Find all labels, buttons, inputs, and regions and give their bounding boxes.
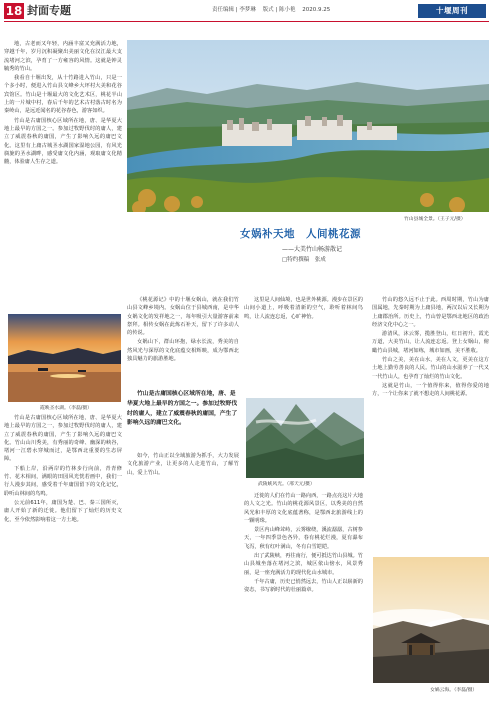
page-header	[0, 0, 493, 22]
masthead-logo: 十堰周刊	[418, 4, 486, 18]
pavilion-cloud-photo	[373, 557, 489, 683]
paragraph: 出了武陵峡，再往南行，便可抵达竹山县城。竹山县城坐落在堵河之滨，城区依山傍水，风景秀丽，是一座充满活力的现代化山水城市。	[244, 553, 363, 576]
left-column-bottom	[4, 414, 122, 525]
pavilion-caption: 女娲云海。（李磊/摄）	[430, 688, 478, 693]
paragraph: 我看自十堰出发，从十竹路进入竹山，只是一个多小时，便进入竹山县文峰乡大坪村大美和花谷宾馆区。竹山是十堰最大的文化艺术区，桃花半山上的一片城中村，春后千年的艺术古村落古时名为秦岭山，是远近闻名的花谷春色，游客如织。	[4, 75, 122, 115]
middle-right-column-top	[244, 296, 363, 322]
paragraph: 游清风，沐云雾，揽胜登山，红日初升，霞光万道，大美竹山，让人流连忘返。登上女娲山，俯瞰竹山县城，堵河如练，城市如画，美不胜收。	[372, 331, 489, 354]
page-number: 18	[5, 4, 23, 18]
paragraph: 竹山之美，美在山水，美在人文，更美在这方土地上勤劳善良的人民。竹山的山水滋养了一代又一代竹山人，也孕育了灿烂的竹山文化。	[372, 357, 489, 380]
right-column	[372, 296, 489, 400]
sunset-lake-photo	[8, 314, 121, 402]
paragraph: 地，古老而又年轻，内涵丰富又充满活力地，穿越千年，岁月沉积凝聚出美丽文化在汉江最大支流堵河之滨，孕育了一方雍容的风情。这就是钟灵毓秀的竹山。	[4, 41, 122, 72]
pavilion-cloud-image	[373, 557, 489, 683]
pull-quote: 竹山是古庸国核心区域所在地，唐、是华夏大地上最早的方国之一。参加过牧野伐纣的庸人，建立了威震春秋的庸国，产生了影响久远的庸巴文化。	[127, 391, 238, 427]
paragraph: 竹山的悠久远不止于此。西周时期，竹山为庸国属地，先秦时期为上庸县地，两汉以后又长期为上庸郡治所。历史上，竹山曾是鄂西北地区的政治经济文化中心之一。	[372, 297, 489, 328]
middle-left-column-top	[127, 296, 239, 364]
left-column-top	[4, 40, 122, 167]
paragraph: 公元前611年，庸国为楚、巴、秦三国所灭，庸人开始了新的迁徙。他们留下了灿烂的历史文化，至今依然影响着这一方土地。	[4, 499, 122, 523]
paragraph: 千年古庸，历史已悄然远去，竹山人正以崭新的姿态，书写新时代的壮丽篇章。	[244, 578, 363, 594]
panorama-caption: 竹山县城全景。（王子元/摄）	[404, 217, 466, 222]
editor-credits	[212, 6, 335, 14]
header-rule	[4, 21, 489, 22]
issue-date: 2020.9.25	[302, 7, 331, 13]
county-panorama-photo	[127, 40, 489, 212]
section-title: 封面专题	[27, 4, 71, 17]
paragraph: 女娲山下，群山环抱，绿水长流，秀美的自然风光与深厚的文化底蕴交相辉映，成为鄂西北独具魅力的旅游胜地。	[127, 339, 239, 363]
paragraph: 迁徙的人们在竹山一路向西，一路点亮这片大地的人文之光。竹山的桃花源风景区，以秀美的自然风光和丰厚的文化底蕴著称，是鄂西北旅游线上的一颗明珠。	[244, 493, 363, 524]
paragraph: 这就是竹山，一个值得你来，值得你爱的地方，一个让你来了就不想走的人间桃花源。	[372, 382, 489, 398]
article-title: 女娲补天地 人间桃花源	[240, 228, 361, 240]
paragraph: 这里是人间仙境，也是世外桃源。漫步在景区的山间小道上，呼吸着清新的空气，聆听着林间鸟鸣，让人流连忘返，心旷神怡。	[244, 297, 363, 320]
sunset-caption: 霞映圣水湖。（李磊/摄）	[40, 406, 92, 411]
gorge-photo	[246, 398, 364, 478]
paragraph: 景区内山峰耸峙，云雾缭绕，溪流潺潺，古树参天，一年四季景色各异，春有桃花烂漫，夏有瀑布飞泻，秋有红叶满山，冬有白雪皑皑。	[244, 527, 363, 550]
paragraph: 竹山是古庸国核心区域所在地，唐、是华夏大地上最早的方国之一。参加过牧野伐纣的庸人，建立了威震春秋的庸国，产生了影响久远的庸巴文化。这里有上庸古城圣水湖国家湿地公园，有风光旖旎的圣水湖畔，感受庸文化内涵，观取庸文化精髓，体验庸人生存之道。	[4, 117, 122, 166]
gorge-caption: 武陵峡风光。（邢天元/摄）	[258, 482, 315, 487]
gorge-image	[246, 398, 364, 478]
article-byline: □特约撰稿 张成	[282, 257, 326, 263]
county-panorama-image	[127, 40, 489, 212]
editor-label: 责任编辑 | 李梦琳	[212, 7, 256, 13]
sunset-lake-image	[8, 314, 121, 402]
article-subtitle: ——大美竹山畅游散记	[282, 246, 343, 253]
middle-left-column-bottom	[127, 452, 239, 478]
middle-right-column-bottom	[244, 492, 363, 596]
paragraph: 《桃花源记》中的十堰女娲山，就在我们竹山县文峰乡境内。女娲山位于县城西南，是中华女娲文化的发祥地之一，每年吸引大量游客前来祭拜。相传女娲在此炼石补天，留下了许多动人的传说。	[127, 297, 239, 337]
paragraph: 竹山是古庸国核心区域所在地，唐、是华夏大地上最早的方国之一，参加过牧野伐纣的庸人，建立了威震春秋的庸国，产生了影响久远的庸巴文化。竹山山川秀美，有秀丽的奇峰、幽深的峡谷，堵河一江碧水穿城而过，是鄂西北重要的生态屏障。	[4, 415, 122, 463]
layout-label: 版式 | 陈小艳	[262, 7, 296, 13]
paragraph: 下船上岸，沿两岸的竹林步行向前，青青修竹、花木相间，满眼的田园风光恍若画中，我们一行人漫步其间，感受着千年庸国留下的文化记忆，聆听山林间的鸟鸣。	[4, 465, 122, 497]
paragraph: 如今，竹山正以全域旅游为抓手，大力发展文化旅游产业，让更多的人走进竹山，了解竹山，爱上竹山。	[127, 453, 239, 476]
